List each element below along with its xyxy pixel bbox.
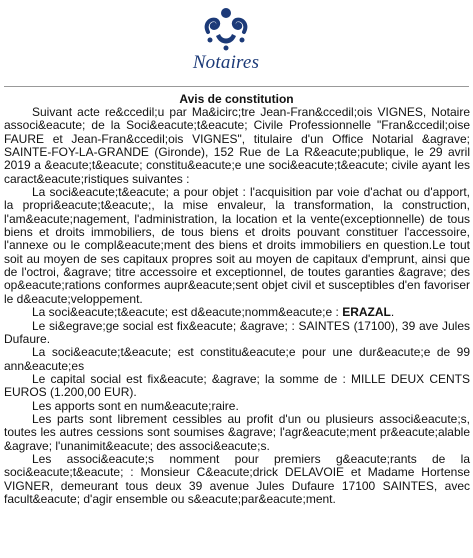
paragraph-deed: Suivant acte re&ccedil;u par Ma&icirc;tre Jean-Fran&ccedil;ois VIGNES, Notaire associ&eacute; de la Soci&eacute;t&eacute; Civile Professionnelle "Fran&ccedil;oise FAURE et Jean-Fran&ccedil;ois VIGNES", titulaire d'un Office Notarial &agrave; SAINTE-FOY-LA-GRANDE (Gironde), 152 Rue de La R&eacute;publique, le 29 avril 2019 a &eacute;t&eacute; constitu&eacute;e une soci&eacute;t&eacute; civile ayant les caract&eacute;ristiques suivantes : — [4, 105, 470, 186]
paragraph-seat: Le si&egrave;ge social est fix&eacute; &agrave; : SAINTES (17100), 39 ave Jules Dufaure. — [4, 318, 470, 346]
notice-body — [4, 106, 470, 506]
paragraph-purpose: La soci&eacute;t&eacute; a pour objet : l'acquisition par voie d'achat ou d'apport, la propri&eacute;t&eacute;, la mise envaleur, la transformation, la construction, l'am&eacute;nagement, l'administration, la location et la vente(exceptionnelle) de tous biens et droits immobiliers, de tous biens et droits pouvant constituer l'accessoire, l'annexe ou le compl&eacute;ment des biens et droits immobiliers en question.Le tout soit au moyen de ses capitaux propres soit au moyen de capitaux d'emprunt, ainsi que de l'octroi, &agrave; titre accessoire et exceptionnel, de toutes garanties &agrave; des op&eacute;rations conformes aupr&eacute;sent objet civil et susceptibles d'en favoriser le d&eacute;veloppement. — [4, 185, 470, 306]
company-name: ERAZAL — [342, 305, 391, 320]
notaires-logo — [188, 6, 264, 72]
paragraph-duration: La soci&eacute;t&eacute; est constitu&eacute;e pour une dur&eacute;e de 99 ann&eacute;es — [4, 345, 470, 373]
header-divider — [4, 86, 469, 87]
name-lead: La soci&eacute;t&eacute; est d&eacute;nomm&eacute;e : — [32, 305, 343, 320]
notice-title: Avis de constitution — [179, 92, 294, 106]
paragraph-shares: Les parts sont librement cessibles au profit d'un ou plusieurs associ&eacute;s, toutes les autres cessions sont soumises &agrave; l'agr&eacute;ment pr&eacute;alable &agrave; l'unanimit&eacute; des associ&eacute;s. — [4, 411, 470, 453]
logo-wordmark: Notaires — [192, 52, 260, 73]
name-period: . — [390, 305, 395, 320]
paragraph-managers: Les associ&eacute;s nomment pour premiers g&eacute;rants de la soci&eacute;t&eacute; : Monsieur C&eacute;drick DELAVOIE et Madame Hortense VIGNER, demeurant tous deux 39 avenue Jules Dufaure 17100 SAINTES, avec facult&eacute; d'agir ensemble ou s&eacute;par&eacute;ment. — [4, 451, 470, 506]
notaires-emblem-icon — [202, 6, 250, 52]
paragraph-contributions: Les apports sont en num&eacute;raire. — [32, 398, 239, 413]
paragraph-capital: Le capital social est fix&eacute; &agrave; la somme de : MILLE DEUX CENTS EUROS (1.200,00 EUR). — [4, 371, 470, 400]
paragraph-name — [4, 306, 470, 319]
